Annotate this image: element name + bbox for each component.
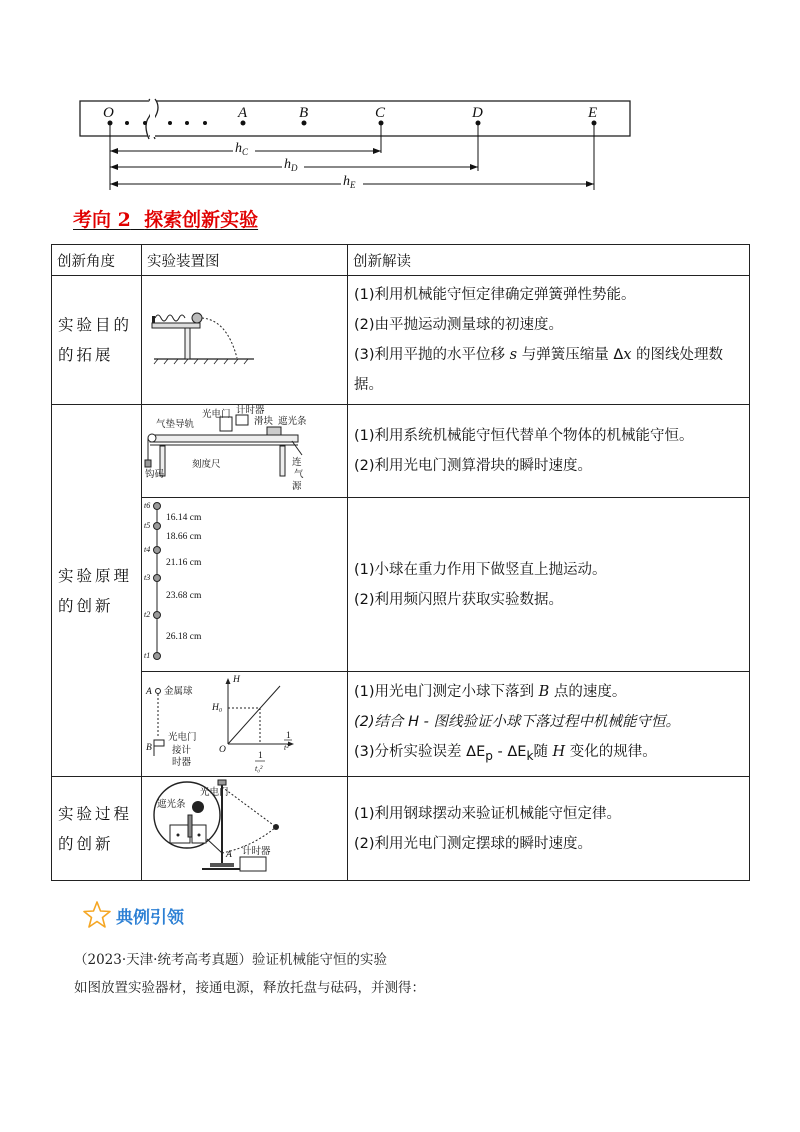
fig-3-A: A	[226, 850, 232, 860]
row1-item-3: (3)利用平抛的水平位移 s 与弹簧压缩量 Δx 的图线处理数据。	[354, 347, 724, 393]
section-heading	[73, 205, 258, 232]
row2c-reading	[348, 672, 750, 777]
section-title-text: 探索创新实验	[144, 209, 259, 231]
row3-angle: 实验过程的创新	[52, 777, 142, 881]
distance-hE-label: $h_E$	[343, 174, 356, 190]
distance-hD-label: $h_D$	[284, 157, 298, 173]
dist-1: 16.14 cm	[166, 513, 202, 523]
row2-angle: 实验原理的创新	[52, 405, 142, 777]
fig-c-photogate: 光电门	[168, 733, 197, 743]
example-title-text: 典例引领	[116, 907, 184, 928]
photogate-graph-figure	[142, 672, 348, 777]
dist-3: 21.16 cm	[166, 558, 202, 568]
dist-2: 18.66 cm	[166, 532, 202, 542]
fig-c-O: O	[219, 745, 226, 755]
table-row	[52, 777, 750, 881]
fig-c-B: B	[146, 743, 152, 753]
row2c-item-2: (2)结合 H - 图线验证小球下落过程中机械能守恒。	[354, 714, 681, 731]
star-icon	[82, 900, 112, 930]
row3-item-2: (2)利用光电门测定摆球的瞬时速度。	[354, 835, 593, 852]
fig-c-one: 1	[286, 731, 291, 741]
example-source: （2023·天津·统考高考真题）验证机械能守恒的实验	[74, 952, 387, 968]
fig-c-ball: 金属球	[164, 687, 193, 697]
table-row	[52, 672, 750, 777]
example-line: 如图放置实验器材，接通电源，释放托盘与砝码，并测得：	[74, 980, 425, 996]
point-O-label: O	[103, 105, 114, 121]
fig-label-air-track: 气垫导轨	[156, 420, 195, 430]
fig-c-one2: 1	[258, 751, 263, 761]
row1-item-1: (1)利用机械能守恒定律确定弹簧弹性势能。	[354, 287, 636, 303]
table-row	[52, 276, 750, 405]
t5-label: t5	[144, 521, 151, 530]
strobe-photo-figure	[142, 498, 348, 672]
t3-label: t3	[144, 573, 151, 582]
fig-c-A: A	[146, 687, 152, 697]
row1-angle: 实验目的的拓展	[52, 276, 142, 405]
table-row	[52, 405, 750, 498]
header-apparatus: 实验装置图	[142, 245, 348, 276]
fig-label-gas2: 气	[294, 470, 304, 480]
fig-3-timer: 计时器	[242, 847, 271, 857]
fig-c-t2: t²	[284, 743, 289, 752]
header-reading: 创新解读	[348, 245, 750, 276]
section-number: 考向 2	[73, 209, 131, 231]
innovation-table	[51, 244, 750, 881]
point-B-label: B	[299, 105, 309, 121]
dist-5: 26.18 cm	[166, 632, 202, 642]
distance-hC-label: $h_C$	[235, 141, 249, 157]
fig-c-timer2: 时器	[172, 758, 192, 768]
row2b-item-2: (2)利用频闪照片获取实验数据。	[354, 591, 564, 608]
fig-c-H0: H₀	[212, 703, 223, 713]
row1-reading	[348, 276, 750, 405]
point-E-label: E	[588, 105, 598, 121]
row3-reading	[348, 777, 750, 881]
fig-label-shading-strip: 遮光条	[278, 417, 307, 427]
fig-label-photogate: 光电门	[202, 410, 231, 420]
t6-label: t6	[144, 501, 151, 510]
row2a-item-2: (2)利用光电门测算滑块的瞬时速度。	[354, 458, 593, 474]
fig-label-slider: 滑块	[254, 417, 274, 427]
air-track-figure	[142, 405, 348, 498]
t4-label: t4	[144, 545, 151, 554]
row2c-item-3: (3)分析实验误差 $\Delta E_p - \Delta E_k$随 H 变化的规律。	[354, 744, 657, 763]
example-heading	[82, 900, 184, 930]
row3-item-1: (1)利用钢球摆动来验证机械能守恒定律。	[354, 805, 622, 822]
fig-label-gas1: 连	[292, 458, 302, 468]
dist-4: 23.68 cm	[166, 591, 202, 601]
fig-label-weights: 钩码	[145, 470, 165, 480]
row2c-item-1: (1)用光电门测定小球下落到 B 点的速度。	[354, 684, 627, 701]
fig-c-t0: t₀²	[255, 764, 263, 773]
fig-c-timer1: 接计	[172, 746, 192, 756]
point-D-label: D	[472, 105, 483, 121]
t2-label: t2	[144, 610, 151, 619]
fig-c-H: H	[233, 675, 240, 685]
row2b-item-1: (1)小球在重力作用下做竖直上抛运动。	[354, 561, 607, 578]
point-A-label: A	[238, 105, 248, 121]
pendulum-figure	[142, 777, 348, 881]
t1-label: t1	[144, 651, 151, 660]
table-header-row	[52, 245, 750, 276]
fig-label-gas3: 源	[292, 482, 302, 492]
table-row	[52, 498, 750, 672]
row1-item-2: (2)由平抛运动测量球的初速度。	[354, 317, 564, 333]
fig-label-timer: 计时器	[236, 406, 265, 416]
point-C-label: C	[375, 105, 386, 121]
spring-launcher-figure	[142, 276, 348, 405]
fig-label-ruler: 刻度尺	[192, 460, 221, 470]
row2a-item-1: (1)利用系统机械能守恒代替单个物体的机械能守恒。	[354, 428, 694, 444]
row2b-reading	[348, 498, 750, 672]
header-angle: 创新角度	[52, 245, 142, 276]
row2a-reading	[348, 405, 750, 498]
paper-tape-diagram	[75, 95, 635, 195]
fig-3-gate: 光电门	[200, 788, 229, 798]
fig-3-shade1: 遮光条	[157, 800, 186, 810]
